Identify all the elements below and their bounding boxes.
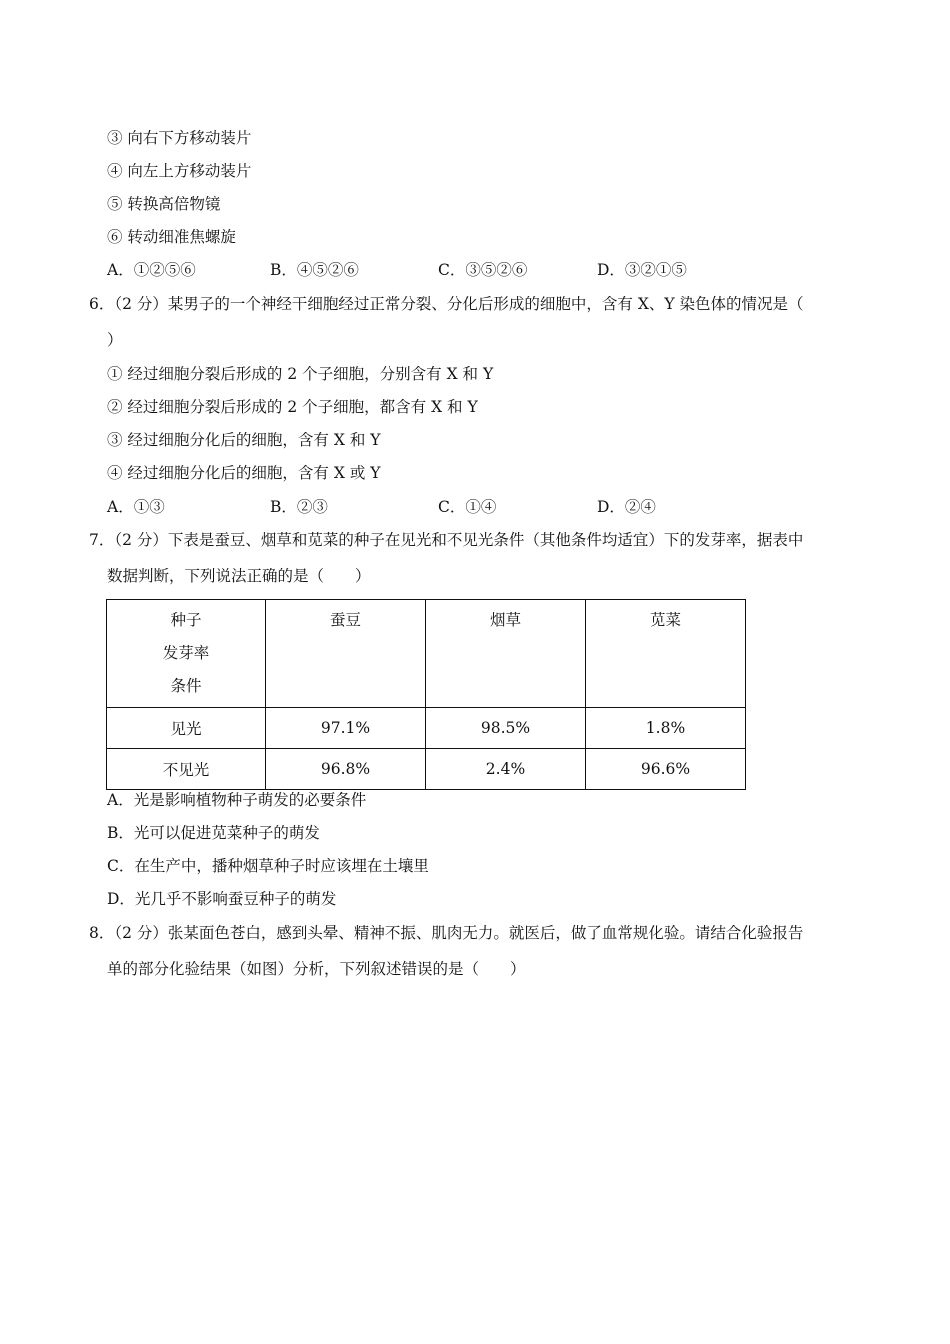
q5-option-b: B．④⑤②⑥	[270, 261, 359, 279]
q5-step-6: ⑥ 转动细准焦螺旋	[107, 228, 236, 246]
column-header-tobacco: 烟草	[426, 600, 586, 708]
q6-statement-2: ② 经过细胞分裂后形成的 2 个子细胞，都含有 X 和 Y	[107, 398, 478, 416]
q7-stem-line2: 数据判断，下列说法正确的是（ ）	[107, 567, 371, 585]
table-cell: 1.8%	[586, 708, 746, 749]
germination-table	[106, 599, 746, 790]
q6-statement-4: ④ 经过细胞分化后的细胞，含有 X 或 Y	[107, 464, 381, 482]
row-label-dark: 不见光	[107, 749, 266, 790]
q6-option-d: D．②④	[597, 498, 656, 516]
table-cell: 98.5%	[426, 708, 586, 749]
q6-option-c: C．①④	[438, 498, 497, 516]
q7-stem-line1: 7．（2 分）下表是蚕豆、烟草和苋菜的种子在见光和不见光条件（其他条件均适宜）下的发芽率，据表中	[89, 531, 804, 549]
q6-option-b: B．②③	[270, 498, 328, 516]
q7-option-d: D．光几乎不影响蚕豆种子的萌发	[107, 890, 337, 908]
q5-step-3: ③ 向右下方移动装片	[107, 129, 252, 147]
q7-option-c: C．在生产中，播种烟草种子时应该埋在土壤里	[107, 857, 429, 875]
q6-statement-1: ① 经过细胞分裂后形成的 2 个子细胞，分别含有 X 和 Y	[107, 365, 494, 383]
corner-label-seed: 种子	[170, 611, 202, 629]
table-header-row	[107, 600, 746, 708]
table-cell: 96.6%	[586, 749, 746, 790]
q6-statement-3: ③ 经过细胞分化后的细胞，含有 X 和 Y	[107, 431, 381, 449]
q5-option-c: C．③⑤②⑥	[438, 261, 528, 279]
table-cell: 97.1%	[266, 708, 426, 749]
corner-label-condition: 条件	[170, 677, 202, 695]
q8-stem-line2: 单的部分化验结果（如图）分析，下列叙述错误的是（ ）	[107, 960, 526, 978]
q8-stem-line1: 8．（2 分）张某面色苍白，感到头晕、精神不振、肌肉无力。就医后，做了血常规化验。请结合化验报告	[89, 924, 804, 942]
column-header-broad-bean: 蚕豆	[266, 600, 426, 708]
corner-label-rate: 发芽率	[162, 644, 210, 662]
table-cell: 96.8%	[266, 749, 426, 790]
q5-option-d: D．③②①⑤	[597, 261, 687, 279]
q6-stem-line2: ）	[107, 331, 123, 349]
q7-option-b: B．光可以促进苋菜种子的萌发	[107, 824, 320, 842]
table-row	[107, 749, 746, 790]
q6-stem-line1: 6．（2 分）某男子的一个神经干细胞经过正常分裂、分化后形成的细胞中，含有 X、Y 染色体的情况是（	[89, 295, 804, 313]
q5-step-5: ⑤ 转换高倍物镜	[107, 195, 221, 213]
q7-option-a: A．光是影响植物种子萌发的必要条件	[107, 791, 367, 809]
table-row	[107, 708, 746, 749]
row-label-light: 见光	[107, 708, 266, 749]
q6-option-a: A．①③	[107, 498, 165, 516]
table-cell: 2.4%	[426, 749, 586, 790]
q5-option-a: A．①②⑤⑥	[107, 261, 196, 279]
q5-step-4: ④ 向左上方移动装片	[107, 162, 252, 180]
column-header-amaranth: 苋菜	[586, 600, 746, 708]
table-corner-cell	[107, 600, 266, 708]
